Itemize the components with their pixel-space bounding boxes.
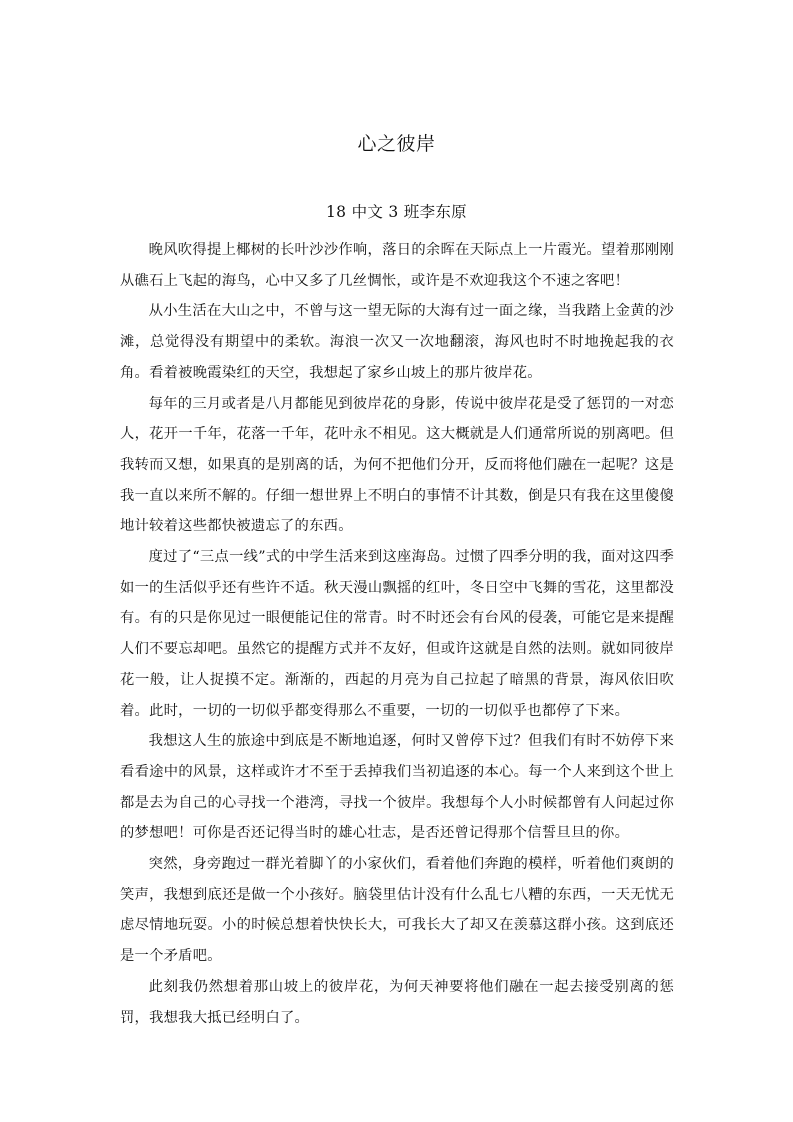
paragraph-2: 从小生活在大山之中，不曾与这一望无际的大海有过一面之缘，当我踏上金黄的沙滩，总觉得没有期望中的柔软。海浪一次又一次地翻滚，海风也时不时地挽起我的衣角。看着被晚霞染红的天空，我想起了家乡山坡上的那片彼岸花。 [120, 303, 674, 381]
paragraph-7: 此刻我仍然想着那山坡上的彼岸花，为何天神要将他们融在一起去接受别离的惩罚，我想我大抵已经明白了。 [120, 978, 674, 1026]
essay-body [120, 235, 674, 1033]
paragraph-6: 突然，身旁跑过一群光着脚丫的小家伙们，看着他们奔跑的模样，听着他们爽朗的笑声，我想到底还是做一个小孩好。脑袋里估计没有什么乱七八糟的东西，一天无忧无虑尽情地玩耍。小的时候总想着快快长大，可我长大了却又在羡慕这群小孩。这到底还是一个矛盾吧。 [120, 856, 674, 965]
document-title: 心之彼岸 [357, 133, 436, 155]
paragraph-4: 度过了“三点一线”式的中学生活来到这座海岛。过惯了四季分明的我，面对这四季如一的生活似乎还有些许不适。秋天漫山飘摇的红叶，冬日空中飞舞的雪花，这里都没有。有的只是你见过一眼便能记住的常青。时不时还会有台风的侵袭，可能它是来提醒人们不要忘却吧。虽然它的提醒方式并不友好，但或许这就是自然的法则。就如同彼岸花一般，让人捉摸不定。渐渐的，西起的月亮为自己拉起了暗黑的背景，海风依旧吹着。此时，一切的一切似乎都变得那么不重要，一切的一切似乎也都停了下来。 [120, 549, 674, 719]
paragraph-5: 我想这人生的旅途中到底是不断地追逐，何时又曾停下过？但我们有时不妨停下来看看途中的风景，这样或许才不至于丢掉我们当初追逐的本心。每一个人来到这个世上都是去为自己的心寻找一个港湾，寻找一个彼岸。我想每个人小时候都曾有人问起过你的梦想吧！可你是否还记得当时的雄心壮志，是否还曾记得那个信誓旦旦的你。 [120, 733, 674, 842]
paragraph-3: 每年的三月或者是八月都能见到彼岸花的身影，传说中彼岸花是受了惩罚的一对恋人，花开一千年，花落一千年，花叶永不相见。这大概就是人们通常所说的别离吧。但我转而又想，如果真的是别离的话，为何不把他们分开，反而将他们融在一起呢？这是我一直以来所不解的。仔细一想世界上不明白的事情不计其数，倒是只有我在这里傻傻地计较着这些都快被遗忘了的东西。 [120, 395, 674, 535]
author-line: 18 中文 3 班李东原 [326, 203, 467, 221]
paragraph-1: 晚风吹得提上椰树的长叶沙沙作响，落日的余晖在天际点上一片霞光。望着那刚刚从礁石上飞起的海鸟，心中又多了几丝惆怅，或许是不欢迎我这个不速之客吧！ [120, 242, 674, 289]
